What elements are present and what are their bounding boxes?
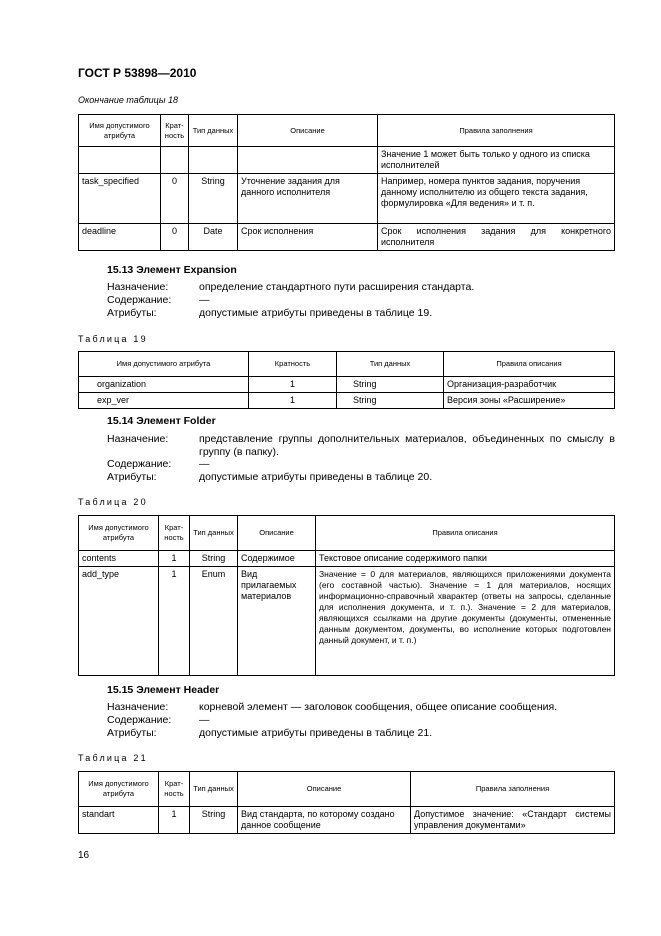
table-cell: String xyxy=(337,393,444,409)
table-cell: String xyxy=(337,377,444,393)
purpose-label: Назначение: xyxy=(107,701,169,713)
table-cell: task_specified xyxy=(79,174,161,224)
table-cell: String xyxy=(190,807,238,834)
table-cell: Значение 1 может быть только у одного из списка исполнителей xyxy=(378,147,615,174)
table-cell: Допустимое значение: «Стандарт системы управления документами» xyxy=(411,807,615,834)
table-cell: deadline xyxy=(79,224,161,251)
table19-caption: Таблица 19 xyxy=(78,334,148,344)
table-cell: Срок исполнения xyxy=(238,224,378,251)
content-label: Содержание: xyxy=(107,458,172,470)
table-header: Описание xyxy=(238,516,316,551)
table-cell: 1 xyxy=(159,551,190,567)
table-cell: Уточнение задания для данного исполнителя xyxy=(238,174,378,224)
content-label: Содержание: xyxy=(107,294,172,306)
table-header: Имя допустимого атрибута xyxy=(79,115,161,147)
table20 xyxy=(78,515,615,676)
table-cell: Текстовое описание содержимого папки xyxy=(316,551,615,567)
table-cell: Версия зоны «Расширение» xyxy=(444,393,615,409)
table-header: Имя допустимого атрибута xyxy=(79,352,249,377)
table-cell: standart xyxy=(79,807,159,834)
table18-caption: Окончание таблицы 18 xyxy=(78,95,178,105)
table-cell: Date xyxy=(189,224,238,251)
table19 xyxy=(78,351,615,409)
table21-caption: Таблица 21 xyxy=(78,753,148,763)
table-row xyxy=(79,393,615,409)
purpose-text: корневой элемент — заголовок сообщения, общее описание сообщения. xyxy=(199,701,558,713)
table20-caption: Таблица 20 xyxy=(78,497,148,507)
table-row xyxy=(79,147,615,174)
table-header: Тип данных xyxy=(337,352,444,377)
table-cell: Значение = 0 для материалов, являющихся приложениями документа (его составной частью). Значение = 1 для материалов, носящих информационно-справочный хварактер (ответы на запросы, сделанные для исполнения документа, и т. п.). Значение = 2 для материалов, являющихся ссылками на другие документы (документы, отмененные данным документом, документы, во исполнение которых подготовлен данный документ, и т. п.) xyxy=(316,567,615,676)
table-cell: Enum xyxy=(190,567,238,676)
table-cell: exp_ver xyxy=(79,393,249,409)
table-header: Тип данных xyxy=(190,516,238,551)
table-header: Правила описания xyxy=(316,516,615,551)
table-cell xyxy=(79,147,161,174)
table-header: Имя допустимого атрибута xyxy=(79,772,159,807)
table-row xyxy=(79,377,615,393)
attributes-text: допустимые атрибуты приведены в таблице 19. xyxy=(199,307,433,319)
table-cell: String xyxy=(190,551,238,567)
table-cell: 1 xyxy=(249,377,337,393)
table-cell xyxy=(189,147,238,174)
content-label: Содержание: xyxy=(107,714,172,726)
content-text: — xyxy=(199,458,210,470)
content-text: — xyxy=(199,714,210,726)
table-cell: 0 xyxy=(161,224,189,251)
table19-header-row xyxy=(79,352,615,377)
section-title: 15.15 Элемент Header xyxy=(107,684,220,696)
purpose-text: определение стандартного пути расширения стандарта. xyxy=(199,281,475,293)
table-row xyxy=(79,807,615,834)
table-cell: Организация-разработчик xyxy=(444,377,615,393)
table-header: Тип данных xyxy=(190,772,238,807)
table-cell: String xyxy=(189,174,238,224)
table-cell: Содержимое xyxy=(238,551,316,567)
table-header: Правила описания xyxy=(444,352,615,377)
table18 xyxy=(78,114,615,251)
table-header: Крат-ность xyxy=(161,115,189,147)
table-header: Крат-ность xyxy=(159,516,190,551)
document-header: ГОСТ Р 53898—2010 xyxy=(78,66,197,80)
purpose-label: Назначение: xyxy=(107,281,169,293)
section-title: 15.14 Элемент Folder xyxy=(107,415,216,427)
table-header: Крат-ность xyxy=(159,772,190,807)
attributes-label: Атрибуты: xyxy=(107,471,157,483)
table20-header-row xyxy=(79,516,615,551)
table-cell: Например, номера пунктов задания, поручения данному исполнителю из общего текста задания, формулировка «Для ведения» и т. п. xyxy=(378,174,615,224)
table-cell: add_type xyxy=(79,567,159,676)
attributes-text: допустимые атрибуты приведены в таблице 20. xyxy=(199,471,433,483)
table-cell: Срок исполнения задания для конкретного исполнителя xyxy=(378,224,615,251)
table-header: Тип данных xyxy=(189,115,238,147)
table-row xyxy=(79,174,615,224)
table18-header-row xyxy=(79,115,615,147)
table-header: Правила заполнения xyxy=(378,115,615,147)
table-row xyxy=(79,567,615,676)
table-cell: 1 xyxy=(159,567,190,676)
attributes-text: допустимые атрибуты приведены в таблице 21. xyxy=(199,727,433,739)
table-cell: 1 xyxy=(249,393,337,409)
page-number: 16 xyxy=(78,850,90,861)
content-text: — xyxy=(199,294,210,306)
table-cell: 0 xyxy=(161,174,189,224)
table-cell xyxy=(161,147,189,174)
table-cell: 1 xyxy=(159,807,190,834)
table-cell: Вид прилагаемых материалов xyxy=(238,567,316,676)
table-row xyxy=(79,224,615,251)
table-cell: Вид стандарта, по которому создано данное сообщение xyxy=(238,807,411,834)
table-row xyxy=(79,551,615,567)
section-title: 15.13 Элемент Expansion xyxy=(107,264,237,276)
attributes-label: Атрибуты: xyxy=(107,307,157,319)
purpose-label: Назначение: xyxy=(107,433,169,445)
table-header: Имя допустимого атрибута xyxy=(79,516,159,551)
table-cell xyxy=(238,147,378,174)
table-header: Описание xyxy=(238,772,411,807)
table21 xyxy=(78,771,615,834)
table-header: Описание xyxy=(238,115,378,147)
table-cell: contents xyxy=(79,551,159,567)
table-cell: organization xyxy=(79,377,249,393)
attributes-label: Атрибуты: xyxy=(107,727,157,739)
table21-header-row xyxy=(79,772,615,807)
table-header: Кратность xyxy=(249,352,337,377)
table-header: Правила заполнения xyxy=(411,772,615,807)
purpose-text: представление группы дополнительных материалов, объединенных по смыслу в группу (в папку). xyxy=(199,433,615,458)
